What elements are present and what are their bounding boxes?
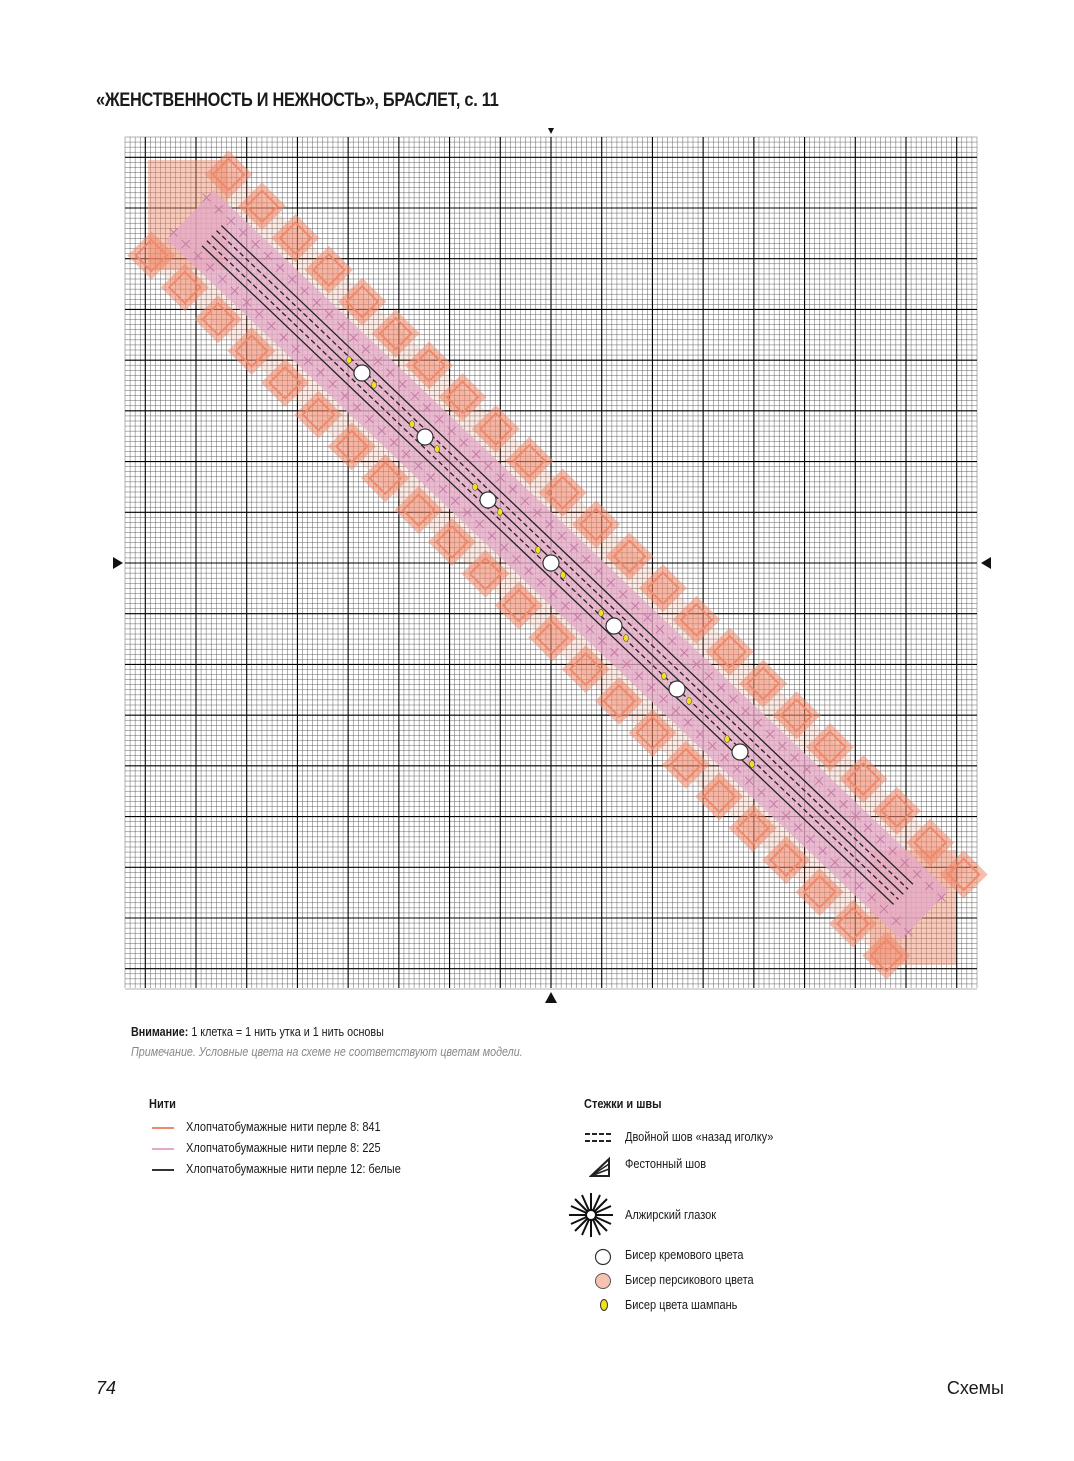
attention-note [131,1025,384,1039]
bead-label-cream: Бисер кремового цвета [625,1248,744,1262]
double-backstitch-icon [584,1130,614,1146]
cream-bead-icon [594,1248,612,1266]
cream-bead [606,618,622,634]
champagne-bead [561,572,566,579]
scallop-stitch-icon [589,1156,613,1178]
thread-label-orange: Хлопчатобумажные нити перле 8: 841 [186,1120,381,1134]
peach-bead-icon [594,1272,612,1290]
champagne-bead [347,357,352,364]
bead-label-champagne: Бисер цвета шампань [625,1298,738,1312]
cream-bead [354,365,370,381]
cream-bead [543,555,559,571]
page-number: 74 [96,1378,117,1398]
thread-swatch-pink [152,1148,174,1150]
champagne-bead [473,484,478,491]
cream-bead [417,429,433,445]
thread-label-white: Хлопчатобумажные нити перле 12: белые [186,1162,401,1176]
attention-text: 1 клетка = 1 нить утка и 1 нить основы [191,1025,384,1039]
champagne-bead-icon [598,1297,610,1313]
stitch-label-double-backstitch: Двойной шов «назад иголку» [625,1130,774,1144]
cream-bead [669,681,685,697]
right-center-marker [981,557,991,569]
champagne-bead [687,698,692,705]
page-title: «ЖЕНСТВЕННОСТЬ И НЕЖНОСТЬ», БРАСЛЕТ, с. 11 [96,90,499,111]
cream-bead [732,744,748,760]
stitch-label-algerian-eye: Алжирский глазок [625,1208,717,1222]
algerian-eye-icon [568,1192,614,1238]
champagne-bead [372,382,377,389]
stitches-heading: Стежки и швы [584,1097,662,1111]
champagne-bead [599,610,604,617]
threads-heading: Нити [149,1097,176,1111]
champagne-bead [662,673,667,680]
champagne-bead [536,547,541,554]
thread-swatch-orange [152,1127,174,1129]
thread-swatch-white [152,1169,174,1171]
stitch-label-scallop: Фестонный шов [625,1157,707,1171]
section-name: Схемы [946,1378,1004,1398]
champagne-bead [498,509,503,516]
attention-label: Внимание: [131,1025,189,1039]
left-center-marker [113,557,123,569]
color-remark: Примечание. Условные цвета на схеме не соответствуют цветам модели. [131,1045,523,1059]
champagne-bead [435,446,440,453]
champagne-bead [624,635,629,642]
champagne-bead [725,736,730,743]
cream-bead [480,492,496,508]
bead-label-peach: Бисер персикового цвета [625,1273,754,1287]
top-center-marker [548,128,554,134]
bottom-center-marker [545,992,557,1003]
champagne-bead [750,761,755,768]
champagne-bead [410,421,415,428]
thread-label-pink: Хлопчатобумажные нити перле 8: 225 [186,1141,381,1155]
